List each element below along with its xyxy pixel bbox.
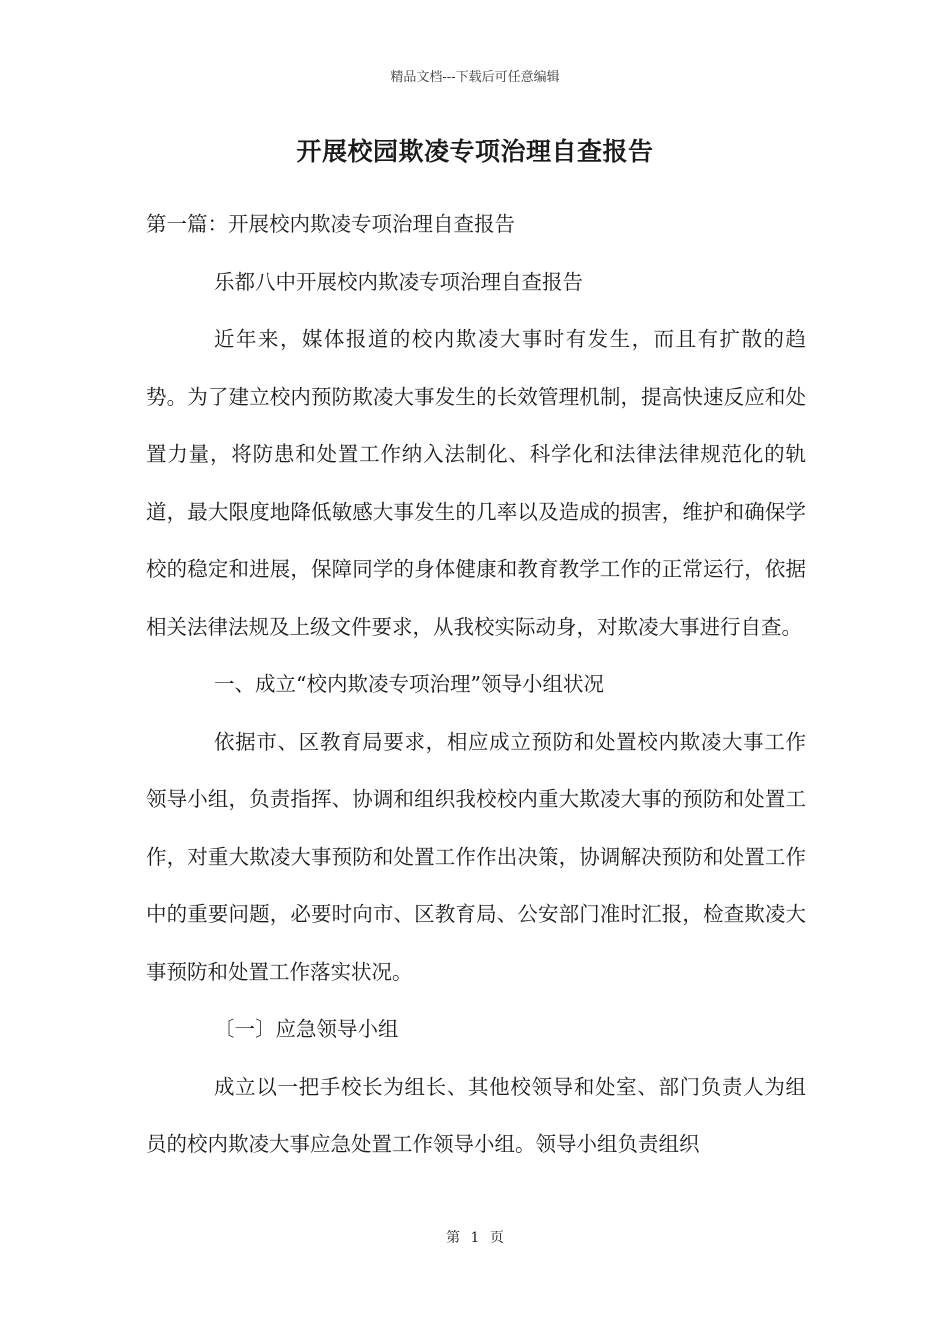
subsection-heading: 〔一〕应急领导小组 bbox=[214, 1017, 399, 1041]
section-heading: 第一篇：开展校内欺凌专项治理自查报告 bbox=[146, 212, 515, 236]
page-number: 第 1 页 bbox=[446, 1230, 504, 1246]
body-paragraph: 成立以一把手校长为组长、其他校领导和处室、部门负责人为组员的校内欺凌大事应急处置工作领导小组。领导小组负责组织 bbox=[146, 1074, 806, 1156]
document-body bbox=[146, 196, 806, 1174]
subsection-heading: 一、成立“校内欺凌专项治理”领导小组状况 bbox=[214, 672, 604, 696]
header-note: 精品文档---下载后可任意编辑 bbox=[390, 70, 560, 85]
document-title: 开展校园欺凌专项治理自查报告 bbox=[296, 137, 654, 166]
body-paragraph: 近年来，媒体报道的校内欺凌大事时有发生，而且有扩散的趋势。为了建立校内预防欺凌大事发生的长效管理机制，提高快速反应和处置力量，将防患和处置工作纳入法制化、科学化和法律法律规范化的轨道，最大限度地降低敏感大事发生的几率以及造成的损害，维护和确保学校的稳定和进展，保障同学的身体健康和教育教学工作的正常运行，依据相关法律法规及上级文件要求，从我校实际动身，对欺凌大事进行自查。 bbox=[146, 327, 806, 639]
body-paragraph: 依据市、区教育局要求，相应成立预防和处置校内欺凌大事工作领导小组，负责指挥、协调和组织我校校内重大欺凌大事的预防和处置工作，对重大欺凌大事预防和处置工作作出决策，协调解决预防和处置工作中的重要问题，必要时向市、区教育局、公安部门准时汇报，检查欺凌大事预防和处置工作落实状况。 bbox=[146, 729, 806, 984]
report-subtitle: 乐都八中开展校内欺凌专项治理自查报告 bbox=[214, 269, 583, 294]
